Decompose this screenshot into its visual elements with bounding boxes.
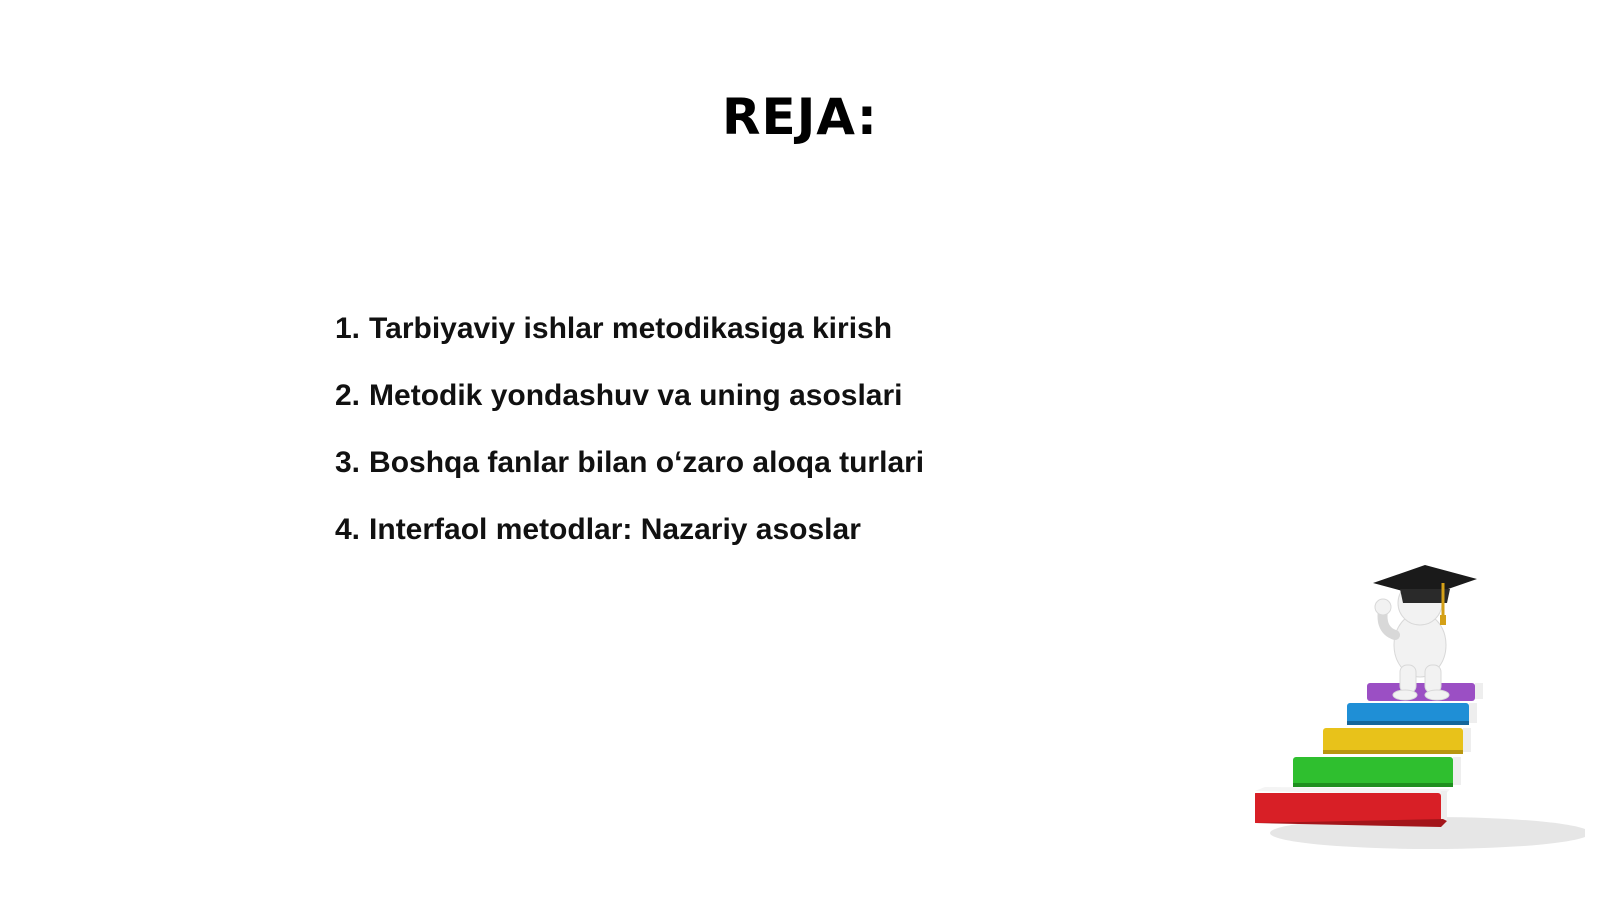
- plan-item-4: [335, 513, 924, 580]
- book-yellow-icon: [1323, 728, 1471, 754]
- plan-list: [335, 312, 924, 580]
- plan-item-text: Metodik yondashuv va uning asoslari: [369, 379, 903, 412]
- plan-item-text: Interfaol metodlar: Nazariy asoslar: [369, 513, 861, 546]
- plan-item-number: 3.: [335, 446, 361, 479]
- plan-item-2: [335, 379, 924, 446]
- book-red-icon: [1255, 787, 1450, 827]
- plan-item-number: 4.: [335, 513, 361, 546]
- plan-item-text: Tarbiyaviy ishlar metodikasiga kirish: [369, 312, 893, 345]
- graduate-on-books-icon: [1255, 565, 1585, 865]
- plan-item-number: 1.: [335, 312, 361, 345]
- book-blue-icon: [1347, 703, 1477, 725]
- plan-item-number: 2.: [335, 379, 361, 412]
- plan-item-3: [335, 446, 924, 513]
- slide-title: REJA:: [722, 88, 878, 146]
- book-green-icon: [1293, 757, 1461, 787]
- plan-item-1: [335, 312, 924, 379]
- plan-item-text: Boshqa fanlar bilan o‘zaro aloqa turlari: [369, 446, 925, 479]
